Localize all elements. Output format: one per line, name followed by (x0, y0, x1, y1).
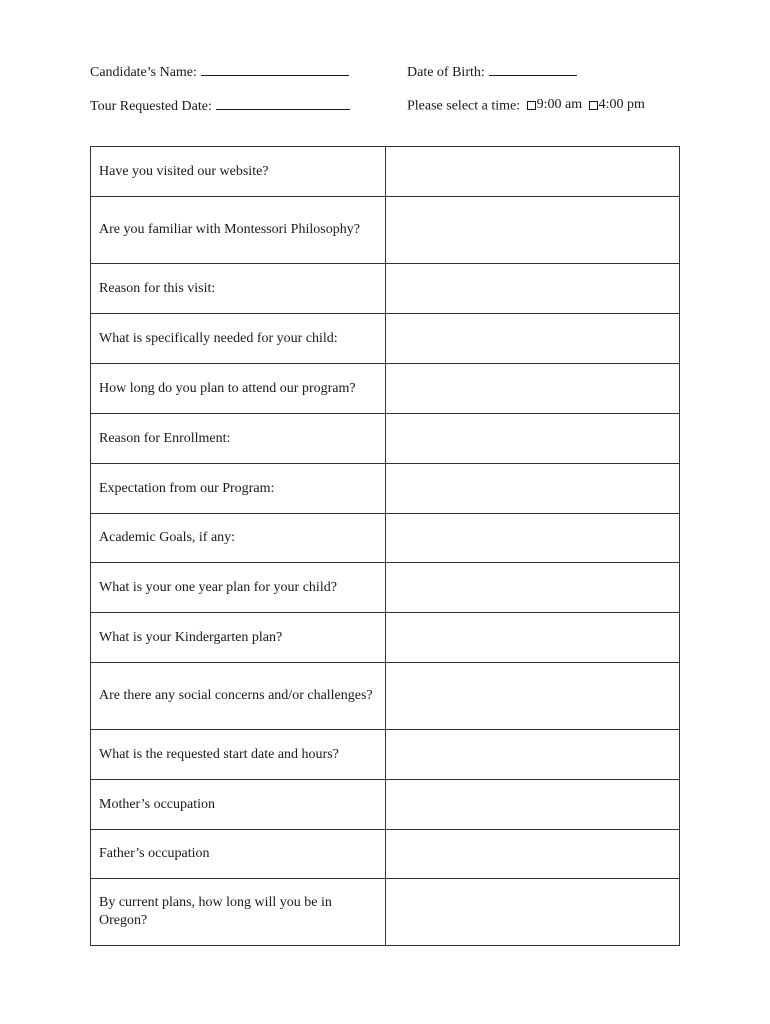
answer-cell[interactable] (385, 197, 679, 264)
date-of-birth-blank[interactable] (489, 62, 577, 76)
question-cell: Academic Goals, if any: (91, 514, 386, 563)
answer-cell[interactable] (385, 663, 679, 730)
question-cell: What is specifically needed for your child: (91, 314, 386, 364)
answer-cell[interactable] (385, 730, 679, 780)
tour-date-blank[interactable] (216, 96, 350, 110)
table-row (91, 730, 680, 780)
table-row (91, 613, 680, 663)
answer-cell[interactable] (385, 514, 679, 563)
date-of-birth-field (407, 62, 577, 82)
time-option-label: 4:00 pm (598, 97, 645, 112)
answer-cell[interactable] (385, 314, 679, 364)
question-cell: By current plans, how long will you be in Oregon? (91, 879, 386, 946)
date-of-birth-label: Date of Birth: (407, 65, 485, 80)
select-time-label: Please select a time: (407, 98, 521, 114)
table-row (91, 464, 680, 514)
question-cell: What is your Kindergarten plan? (91, 613, 386, 663)
answer-cell[interactable] (385, 464, 679, 514)
table-row (91, 780, 680, 830)
answer-cell[interactable] (385, 563, 679, 613)
question-cell: Expectation from our Program: (91, 464, 386, 514)
answer-cell[interactable] (385, 879, 679, 946)
time-option-afternoon[interactable] (589, 96, 645, 114)
question-cell: Are you familiar with Montessori Philosophy? (91, 197, 386, 264)
table-row (91, 663, 680, 730)
question-cell: How long do you plan to attend our program? (91, 364, 386, 414)
question-cell: What is the requested start date and hours? (91, 730, 386, 780)
question-cell: Father’s occupation (91, 830, 386, 879)
time-option-label: 9:00 am (536, 97, 583, 112)
tour-date-label: Tour Requested Date: (90, 99, 212, 114)
question-cell: What is your one year plan for your child? (91, 563, 386, 613)
question-cell: Have you visited our website? (91, 147, 386, 197)
answer-cell[interactable] (385, 613, 679, 663)
candidate-name-blank[interactable] (201, 62, 349, 76)
answer-cell[interactable] (385, 414, 679, 464)
answer-cell[interactable] (385, 830, 679, 879)
answer-cell[interactable] (385, 264, 679, 314)
table-row (91, 563, 680, 613)
table-row (91, 514, 680, 563)
answer-cell[interactable] (385, 364, 679, 414)
checkbox-icon[interactable] (589, 101, 598, 110)
question-cell: Reason for Enrollment: (91, 414, 386, 464)
table-row (91, 197, 680, 264)
select-time-field (407, 96, 645, 116)
question-cell: Mother’s occupation (91, 780, 386, 830)
time-option-morning[interactable] (527, 96, 583, 114)
answer-cell[interactable] (385, 147, 679, 197)
table-row (91, 830, 680, 879)
answer-cell[interactable] (385, 780, 679, 830)
questionnaire-table (90, 146, 680, 946)
candidate-name-field (90, 62, 349, 82)
table-row (91, 879, 680, 946)
table-row (91, 264, 680, 314)
table-row (91, 147, 680, 197)
checkbox-icon[interactable] (527, 101, 536, 110)
table-row (91, 414, 680, 464)
question-cell: Are there any social concerns and/or challenges? (91, 663, 386, 730)
candidate-name-label: Candidate’s Name: (90, 65, 197, 80)
table-row (91, 314, 680, 364)
table-row (91, 364, 680, 414)
tour-date-field (90, 96, 350, 116)
question-cell: Reason for this visit: (91, 264, 386, 314)
